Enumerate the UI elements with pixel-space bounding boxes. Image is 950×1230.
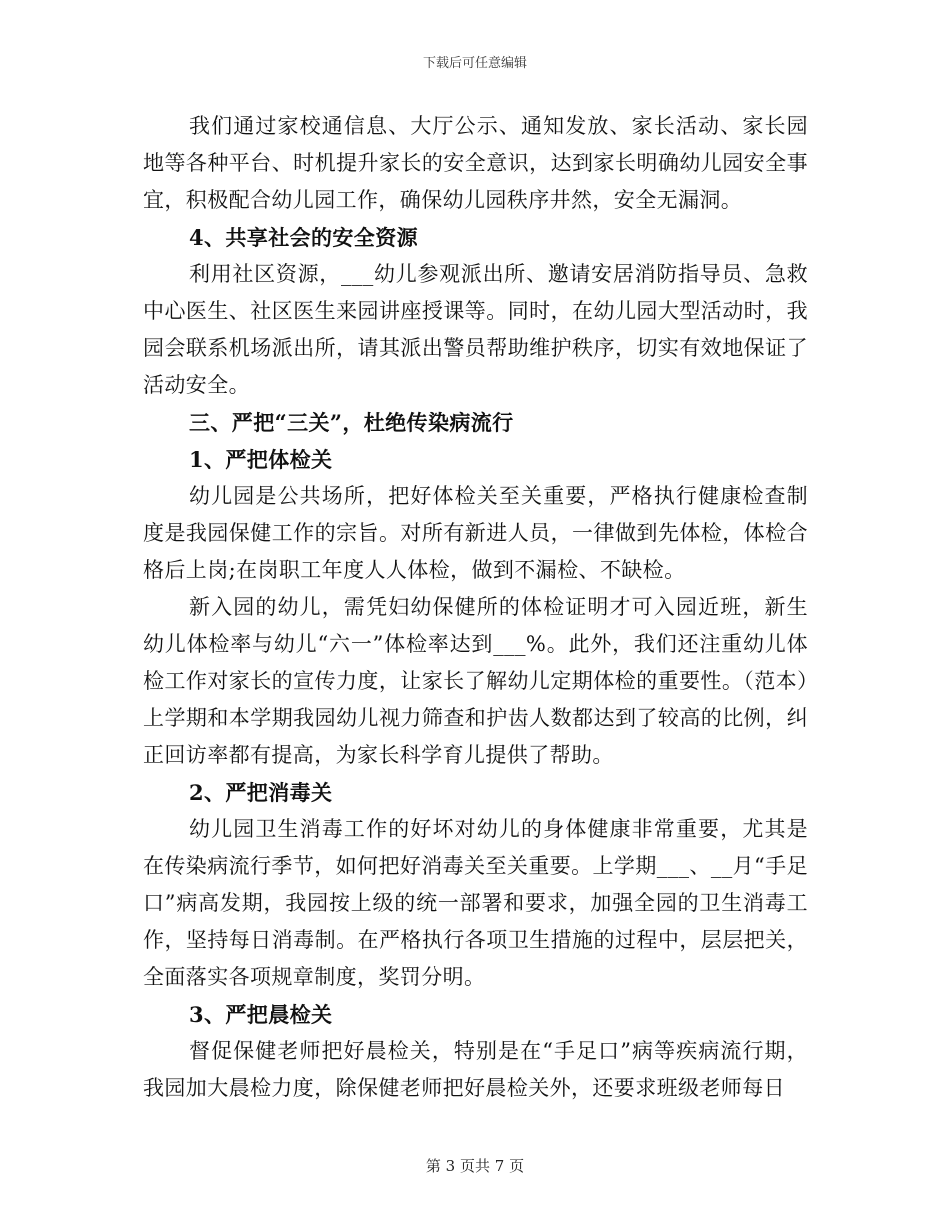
heading-shared-resources: 4、共享社会的安全资源 <box>189 225 419 250</box>
paragraph-new-children-exam: 新入园的幼儿，需凭妇幼保健所的体检证明才可入园近班，新生幼儿体检率与幼儿“六一”体检率达到___%。此外，我们还注重幼儿体检工作对家长的宣传力度，让家长了解幼儿定期体检的重要性。（范本）上学期和本学期我园幼儿视力筛查和护齿人数都达到了较高的比例，纠正回访率都有提高，为家长科学育儿提供了帮助。 <box>143 595 808 767</box>
paragraph-parent-communication: 我们通过家校通信息、大厅公示、通知发放、家长活动、家长园地等各种平台、时机提升家长的安全意识，达到家长明确幼儿园安全事宜，积极配合幼儿园工作，确保幼儿园秩序井然，安全无漏洞。 <box>143 114 808 212</box>
paragraph-physical-exam: 幼儿园是公共场所，把好体检关至关重要，严格执行健康检查制度是我园保健工作的宗旨。对所有新进人员，一律做到先体检，体检合格后上岗;在岗职工年度人人体检，做到不漏检、不缺检。 <box>143 484 808 582</box>
heading-disinfection: 2、严把消毒关 <box>189 780 333 805</box>
heading-physical-exam: 1、严把体检关 <box>189 447 333 472</box>
paragraph-disinfection: 幼儿园卫生消毒工作的好坏对幼儿的身体健康非常重要，尤其是在传染病流行季节，如何把好消毒关至关重要。上学期___、__月“手足口”病高发期，我园按上级的统一部署和要求，加强全园的卫生消毒工作，坚持每日消毒制。在严格执行各项卫生措施的过程中，层层把关，全面落实各项规章制度，奖罚分明。 <box>143 817 808 989</box>
page-header: 下载后可任意编辑 <box>422 56 527 71</box>
heading-morning-check: 3、严把晨检关 <box>189 1002 333 1027</box>
heading-three-checks: 三、严把“三关”，杜绝传染病流行 <box>189 410 514 435</box>
paragraph-morning-check: 督促保健老师把好晨检关，特别是在“手足口”病等疾病流行期，我园加大晨检力度，除保健老师把好晨检关外，还要求班级老师每日 <box>143 1039 808 1100</box>
document-body <box>143 108 808 1107</box>
page-footer: 第 3 页共 7 页 <box>425 1157 525 1175</box>
paragraph-community-resources: 利用社区资源，___幼儿参观派出所、邀请安居消防指导员、急救中心医生、社区医生来园讲座授课等。同时，在幼儿园大型活动时，我园会联系机场派出所，请其派出警员帮助维护秩序，切实有效地保证了活动安全。 <box>143 262 808 397</box>
